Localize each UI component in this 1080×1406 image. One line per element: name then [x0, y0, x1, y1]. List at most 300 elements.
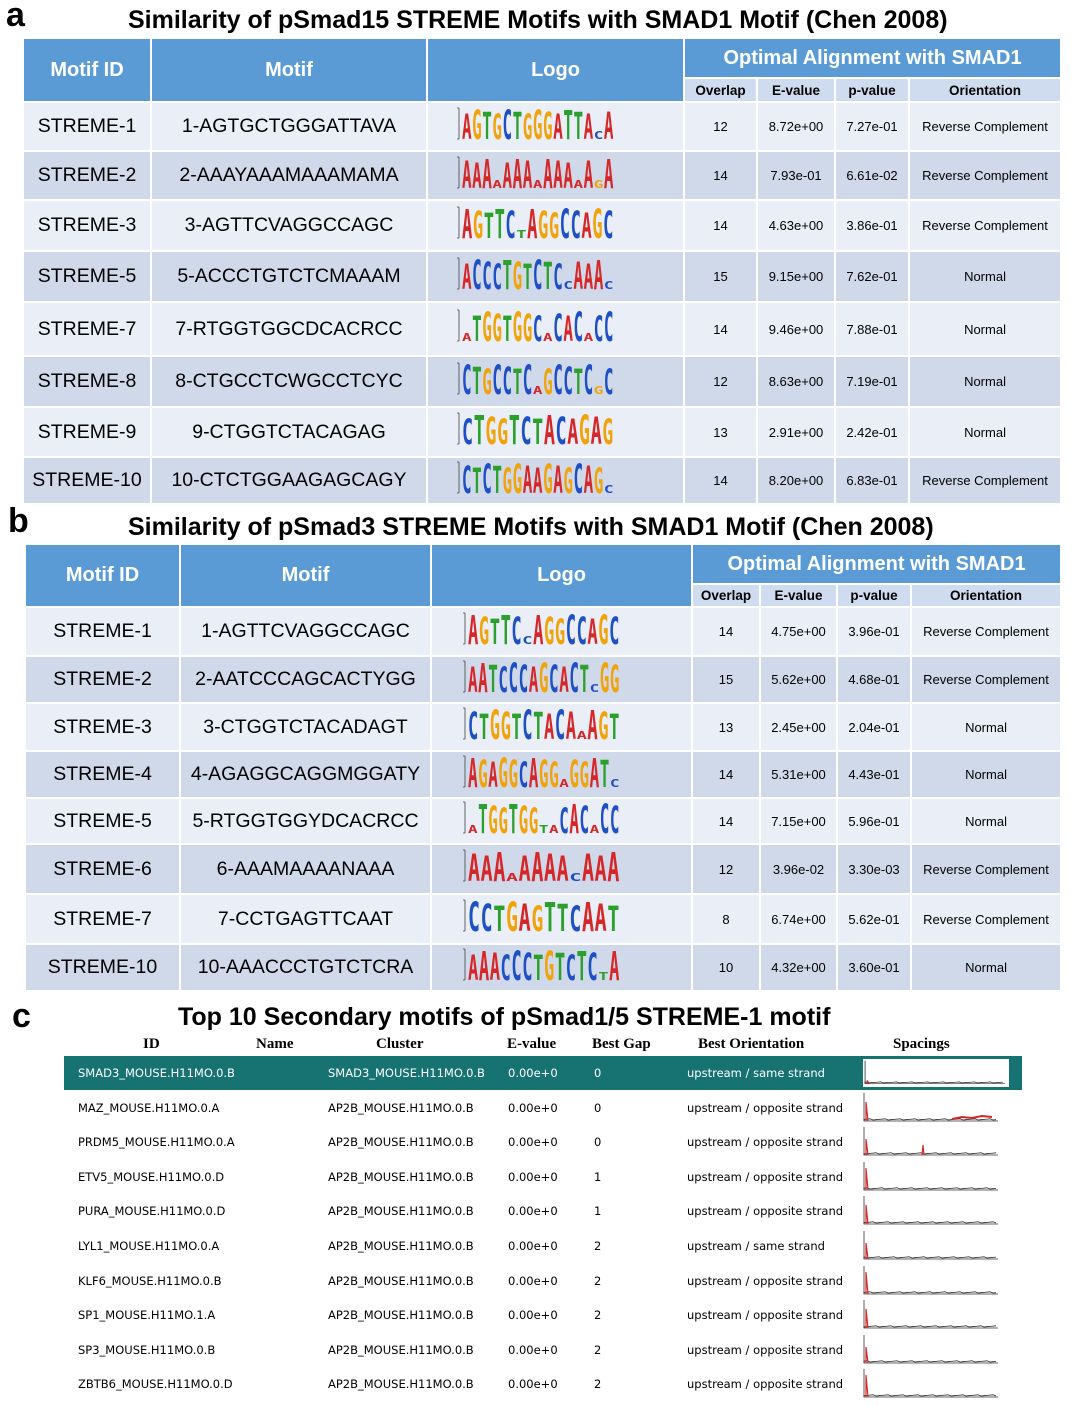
svg-text:T: T — [508, 411, 520, 447]
best-gap-cell: 2 — [594, 1308, 602, 1323]
svg-text:T: T — [608, 707, 619, 742]
evalue-cell: 5.62e+00 — [760, 656, 837, 703]
svg-text:C: C — [481, 459, 492, 496]
svg-text:C: C — [559, 204, 570, 241]
svg-text:G: G — [538, 753, 549, 790]
svg-text:A: A — [467, 610, 478, 647]
evalue-cell: 2.45e+00 — [760, 703, 837, 751]
svg-text:A: A — [572, 177, 583, 191]
svg-text:T: T — [578, 658, 589, 695]
orientation-cell: Normal — [909, 407, 1061, 457]
orientation-cell: Normal — [911, 798, 1061, 844]
best-gap-cell: 2 — [594, 1342, 602, 1357]
svg-text:G: G — [568, 753, 579, 790]
motif-cell: 5-ACCCTGTCTCMAAAM — [151, 251, 427, 302]
overlap-cell: 14 — [692, 798, 760, 844]
table-row[interactable] — [64, 1367, 1022, 1401]
motif-id-cell: STREME-5 — [23, 251, 151, 302]
svg-text:G: G — [554, 611, 565, 647]
spacings-sparkline — [863, 1059, 1009, 1087]
motif-id-cell: LYL1_MOUSE.H11MO.0.A — [78, 1239, 220, 1253]
table-row — [23, 151, 1061, 200]
svg-text:G: G — [543, 946, 554, 983]
sequence-logo-image — [462, 947, 662, 983]
logo-cell — [431, 894, 692, 944]
svg-text:A: A — [471, 155, 482, 191]
orientation-cell: Normal — [911, 703, 1061, 751]
pvalue-cell: 3.60e-01 — [837, 944, 911, 991]
evalue-cell: 8.72e+00 — [757, 102, 835, 151]
table-row[interactable] — [64, 1091, 1022, 1125]
svg-text:G: G — [538, 658, 549, 695]
evalue-cell: 0.00e+0 — [508, 1239, 558, 1253]
logo-cell — [431, 656, 692, 703]
svg-text:C: C — [480, 898, 493, 934]
svg-text:A: A — [532, 383, 543, 397]
overlap-cell: 14 — [684, 151, 757, 200]
table-row — [23, 457, 1061, 504]
best-orientation-cell: upstream / opposite strand — [687, 1342, 844, 1357]
svg-text:A: A — [583, 154, 593, 191]
motif-id-cell: MAZ_MOUSE.H11MO.0.A — [78, 1100, 220, 1115]
svg-text:T: T — [599, 753, 609, 790]
svg-text:C: C — [554, 706, 565, 742]
svg-text:G: G — [548, 754, 559, 790]
svg-text:C: C — [603, 482, 613, 496]
evalue-cell: 7.93e-01 — [757, 151, 835, 200]
table-row[interactable] — [64, 1229, 1022, 1263]
table-row[interactable] — [64, 1264, 1022, 1298]
cluster-cell: AP2B_MOUSE.H11MO.0.B — [328, 1308, 474, 1323]
logo-cell — [427, 407, 684, 457]
logo-cell — [431, 607, 692, 656]
table-row — [25, 894, 1061, 944]
svg-text:C: C — [572, 459, 583, 496]
logo-cell — [427, 151, 684, 200]
orientation-cell: Normal — [909, 251, 1061, 302]
svg-text:G: G — [487, 800, 498, 836]
sequence-logo-image — [462, 848, 662, 884]
motif-id-cell: STREME-4 — [25, 751, 180, 798]
motif-id-cell: KLF6_MOUSE.H11MO.0.B — [78, 1273, 222, 1288]
header-optimal-alignment: Optimal Alignment with SMAD1 — [692, 544, 1061, 584]
orientation-cell: Reverse Complement — [911, 894, 1061, 944]
svg-text:A: A — [542, 154, 553, 191]
panel-a-table — [22, 37, 1062, 505]
svg-text:A: A — [552, 106, 563, 142]
table-row — [23, 407, 1061, 457]
svg-text:A: A — [461, 106, 472, 142]
motif-cell: 2-AATCCCAGCACTYGG — [180, 656, 431, 703]
best-orientation-cell: upstream / opposite strand — [687, 1100, 844, 1115]
svg-text:A: A — [480, 849, 493, 884]
svg-text:T: T — [572, 361, 583, 397]
table-row — [25, 656, 1061, 703]
overlap-cell: 14 — [684, 200, 757, 251]
best-gap-cell: 0 — [594, 1135, 602, 1150]
svg-text:A: A — [512, 154, 522, 191]
evalue-cell: 0.00e+0 — [508, 1135, 558, 1150]
svg-text:G: G — [597, 706, 609, 742]
svg-text:G: G — [593, 460, 603, 496]
svg-text:A: A — [532, 460, 543, 496]
cluster-cell: AP2B_MOUSE.H11MO.0.B — [328, 1239, 474, 1253]
svg-text:A: A — [581, 898, 594, 934]
cluster-cell: AP2B_MOUSE.H11MO.0.B — [328, 1342, 474, 1357]
svg-text:T: T — [492, 899, 505, 934]
overlap-cell: 14 — [692, 751, 760, 798]
sequence-logo-image — [456, 106, 656, 142]
svg-text:G: G — [512, 459, 522, 496]
panel-b-title: Similarity of pSmad3 STREME Motifs with SMAD1 Motif (Chen 2008) — [128, 513, 934, 541]
sequence-logo-image — [462, 898, 662, 934]
best-orientation-cell: upstream / opposite strand — [687, 1308, 844, 1323]
logo-cell — [427, 251, 684, 302]
svg-text:C: C — [518, 754, 528, 790]
svg-text:A: A — [487, 754, 498, 790]
pvalue-cell: 7.62e-01 — [835, 251, 909, 302]
svg-text:A: A — [594, 849, 607, 884]
svg-text:A: A — [583, 106, 593, 142]
svg-text:A: A — [583, 331, 594, 344]
svg-text:G: G — [472, 204, 483, 241]
motif-id-cell: SMAD3_MOUSE.H11MO.0.B — [78, 1066, 235, 1080]
svg-text:T: T — [481, 105, 492, 142]
motif-id-cell: STREME-1 — [23, 102, 151, 151]
svg-text:C: C — [608, 610, 619, 647]
svg-text:T: T — [489, 611, 500, 647]
svg-text:A: A — [583, 459, 593, 496]
svg-text:C: C — [481, 255, 492, 292]
svg-text:A: A — [478, 946, 489, 983]
svg-text:G: G — [548, 205, 559, 241]
best-gap-cell: 1 — [594, 1204, 602, 1219]
svg-text:A: A — [505, 871, 518, 884]
sequence-logo-image — [456, 256, 656, 292]
svg-text:C: C — [568, 658, 579, 695]
motif-id-cell: STREME-7 — [25, 894, 180, 944]
svg-text:A: A — [565, 706, 576, 742]
header-evalue: E-value — [757, 78, 835, 102]
cluster-cell: AP2B_MOUSE.H11MO.0.B — [328, 1204, 474, 1219]
svg-text:A: A — [489, 946, 500, 983]
overlap-cell: 12 — [684, 102, 757, 151]
svg-text:A: A — [552, 154, 563, 191]
svg-text:A: A — [608, 946, 619, 983]
pvalue-cell: 3.86e-01 — [835, 200, 909, 251]
svg-text:C: C — [576, 610, 587, 647]
logo-cell — [427, 102, 684, 151]
header-overlap: Overlap — [684, 78, 757, 102]
svg-text:G: G — [599, 658, 609, 695]
svg-text:T: T — [597, 969, 609, 983]
motif-cell: 6-AAAMAAAANAAA — [180, 844, 431, 894]
svg-text:G: G — [481, 308, 492, 344]
svg-text:C: C — [599, 800, 609, 836]
header-overlap: Overlap — [692, 584, 760, 607]
evalue-cell: 4.32e+00 — [760, 944, 837, 991]
svg-text:C: C — [603, 361, 613, 397]
svg-text:A: A — [461, 204, 472, 241]
svg-text:G: G — [609, 658, 619, 695]
svg-text:C: C — [532, 255, 543, 292]
logo-cell — [431, 844, 692, 894]
evalue-cell: 4.75e+00 — [760, 607, 837, 656]
motif-id-cell: STREME-8 — [23, 356, 151, 407]
svg-text:C: C — [572, 308, 583, 344]
header-evalue: E-value — [760, 584, 837, 607]
header-motif: Motif — [151, 38, 427, 102]
motif-id-cell: STREME-10 — [25, 944, 180, 991]
svg-text:C: C — [609, 776, 619, 790]
table-row[interactable] — [64, 1125, 1022, 1159]
best-orientation-cell: upstream / opposite strand — [687, 1204, 844, 1219]
svg-text:A: A — [586, 706, 598, 742]
header-orientation: Orientation — [909, 78, 1061, 102]
best-orientation-cell: upstream / opposite strand — [687, 1377, 844, 1392]
svg-text:A: A — [518, 849, 531, 884]
svg-text:G: G — [508, 753, 518, 790]
best-gap-cell: 0 — [594, 1066, 602, 1080]
svg-text:A: A — [467, 848, 480, 884]
svg-text:A: A — [594, 898, 607, 934]
table-row[interactable] — [64, 1333, 1022, 1367]
logo-cell — [431, 703, 692, 751]
svg-text:G: G — [597, 610, 609, 647]
svg-text:C: C — [568, 871, 581, 884]
table-row[interactable] — [64, 1298, 1022, 1332]
svg-text:C: C — [461, 459, 472, 496]
svg-text:A: A — [543, 848, 556, 884]
sequence-logo-image — [462, 800, 662, 836]
overlap-cell: 12 — [692, 844, 760, 894]
table-row — [23, 200, 1061, 251]
svg-text:G: G — [502, 460, 512, 496]
svg-text:C: C — [519, 411, 532, 447]
svg-text:C: C — [593, 309, 603, 344]
svg-text:A: A — [589, 823, 600, 836]
svg-text:G: G — [512, 255, 522, 292]
svg-text:G: G — [484, 411, 496, 447]
pvalue-cell: 4.68e-01 — [837, 656, 911, 703]
evalue-cell: 8.63e+00 — [757, 356, 835, 407]
motif-cell: 8-CTGCCTCWGCCTCYC — [151, 356, 427, 407]
orientation-cell: Normal — [909, 302, 1061, 356]
svg-text:A: A — [580, 205, 592, 241]
motif-id-cell: STREME-2 — [25, 656, 180, 703]
orientation-cell: Normal — [909, 356, 1061, 407]
motif-cell: 7-RTGGTGGCDCACRCC — [151, 302, 427, 356]
svg-text:T: T — [491, 459, 502, 496]
header-motif-id: Motif ID — [23, 38, 151, 102]
motif-id-cell: PRDM5_MOUSE.H11MO.0.A — [78, 1135, 235, 1150]
best-orientation-cell: upstream / opposite strand — [687, 1169, 844, 1184]
svg-text:C: C — [518, 658, 528, 695]
orientation-cell: Reverse Complement — [911, 607, 1061, 656]
table-row — [23, 251, 1061, 302]
svg-text:C: C — [552, 308, 563, 344]
svg-text:G: G — [471, 105, 482, 142]
svg-text:A: A — [467, 659, 478, 695]
svg-text:A: A — [603, 154, 613, 191]
pvalue-cell: 7.88e-01 — [835, 302, 909, 356]
svg-text:C: C — [570, 204, 581, 241]
svg-text:A: A — [562, 309, 573, 344]
svg-text:G: G — [542, 459, 553, 496]
svg-text:A: A — [589, 753, 599, 790]
svg-text:C: C — [497, 659, 508, 695]
motif-id-cell: STREME-10 — [23, 457, 151, 504]
pvalue-cell: 5.62e-01 — [837, 894, 911, 944]
svg-text:C: C — [467, 706, 478, 742]
orientation-cell: Reverse Complement — [911, 844, 1061, 894]
motif-cell: 1-AGTTCVAGGCCAGC — [180, 607, 431, 656]
svg-text:G: G — [497, 801, 508, 836]
header-orientation: Orientation — [911, 584, 1061, 607]
svg-text:C: C — [532, 309, 543, 344]
svg-text:G: G — [532, 105, 543, 142]
best-orientation-cell: upstream / same strand — [687, 1066, 825, 1080]
svg-text:C: C — [562, 278, 573, 292]
evalue-cell: 0.00e+0 — [508, 1308, 558, 1323]
svg-text:G: G — [562, 460, 573, 496]
panel-c-title: Top 10 Secondary motifs of pSmad1/5 STREME-1 motif — [178, 1003, 831, 1031]
table-row[interactable] — [64, 1056, 1022, 1090]
c-header-evalue: E-value — [507, 1036, 557, 1052]
orientation-cell: Reverse Complement — [911, 656, 1061, 703]
svg-text:G: G — [512, 308, 522, 344]
svg-text:C: C — [555, 411, 567, 447]
svg-text:T: T — [494, 204, 505, 241]
motif-id-cell: ETV5_MOUSE.H11MO.0.D — [78, 1169, 225, 1184]
motif-cell: 7-CCTGAGTTCAAT — [180, 894, 431, 944]
logo-cell — [427, 200, 684, 251]
table-row[interactable] — [64, 1194, 1022, 1228]
svg-text:A: A — [467, 823, 478, 836]
svg-text:A: A — [603, 105, 613, 142]
header-optimal-alignment: Optimal Alignment with SMAD1 — [684, 38, 1061, 78]
svg-text:C: C — [603, 278, 613, 292]
evalue-cell: 3.96e-02 — [760, 844, 837, 894]
svg-text:A: A — [586, 611, 598, 647]
svg-text:A: A — [590, 411, 602, 447]
sequence-logo-image — [456, 308, 656, 344]
orientation-cell: Normal — [911, 751, 1061, 798]
panel-a-letter: a — [6, 0, 25, 34]
svg-text:G: G — [489, 706, 500, 742]
motif-id-cell: STREME-5 — [25, 798, 180, 844]
pvalue-cell: 2.42e-01 — [835, 407, 909, 457]
table-row — [25, 607, 1061, 656]
svg-text:C: C — [521, 706, 533, 742]
spacings-sparkline — [862, 1091, 1002, 1125]
svg-text:G: G — [593, 383, 603, 397]
svg-text:C: C — [603, 308, 613, 344]
svg-text:A: A — [572, 255, 583, 292]
svg-text:C: C — [510, 946, 522, 983]
svg-text:A: A — [522, 459, 532, 496]
c-header-cluster: Cluster — [376, 1036, 424, 1052]
svg-text:C: C — [558, 801, 569, 836]
cluster-cell: AP2B_MOUSE.H11MO.0.B — [328, 1273, 474, 1288]
best-gap-cell: 0 — [594, 1100, 602, 1115]
svg-text:C: C — [471, 255, 482, 292]
svg-text:A: A — [528, 753, 538, 790]
motif-id-cell: STREME-3 — [25, 703, 180, 751]
svg-text:A: A — [526, 204, 537, 241]
svg-text:G: G — [478, 610, 489, 647]
header-logo: Logo — [427, 38, 684, 102]
table-row — [25, 751, 1061, 798]
svg-text:C: C — [565, 947, 576, 983]
sequence-logo-image — [462, 706, 662, 742]
svg-text:C: C — [508, 658, 518, 695]
svg-text:A: A — [606, 848, 619, 884]
svg-text:A: A — [558, 776, 569, 790]
svg-text:A: A — [461, 331, 472, 344]
svg-text:T: T — [522, 256, 532, 292]
pvalue-cell: 7.19e-01 — [835, 356, 909, 407]
svg-text:T: T — [508, 800, 518, 836]
svg-text:G: G — [542, 361, 553, 397]
motif-cell: 5-RTGGTGGYDCACRCC — [180, 798, 431, 844]
table-row — [25, 798, 1061, 844]
svg-text:C: C — [552, 360, 563, 397]
best-orientation-cell: upstream / opposite strand — [687, 1135, 844, 1150]
svg-text:A: A — [532, 610, 543, 647]
cluster-cell: AP2B_MOUSE.H11MO.0.B — [328, 1377, 474, 1392]
svg-text:T: T — [478, 707, 489, 742]
motif-id-cell: STREME-1 — [25, 607, 180, 656]
svg-text:G: G — [530, 899, 543, 934]
spacings-sparkline — [862, 1298, 1002, 1332]
header-logo: Logo — [431, 544, 692, 607]
panel-b-table — [24, 543, 1062, 992]
header-pvalue: p-value — [837, 584, 911, 607]
svg-text:C: C — [589, 681, 599, 695]
svg-text:A: A — [481, 154, 492, 191]
motif-id-cell: STREME-6 — [25, 844, 180, 894]
svg-text:T: T — [483, 205, 494, 241]
svg-text:G: G — [593, 177, 603, 191]
best-gap-cell: 2 — [594, 1377, 602, 1392]
svg-text:A: A — [467, 753, 478, 790]
svg-text:A: A — [581, 848, 594, 884]
best-orientation-cell: upstream / opposite strand — [687, 1273, 844, 1288]
table-row[interactable] — [64, 1160, 1022, 1194]
svg-text:G: G — [500, 706, 511, 742]
overlap-cell: 12 — [684, 356, 757, 407]
table-row — [25, 703, 1061, 751]
evalue-cell: 4.63e+00 — [757, 200, 835, 251]
cluster-cell: SMAD3_MOUSE.H11MO.0.B — [328, 1066, 485, 1080]
svg-text:T: T — [512, 361, 522, 397]
table-row — [25, 844, 1061, 894]
sequence-logo-image — [462, 659, 662, 695]
svg-text:C: C — [548, 658, 559, 695]
spacings-sparkline — [862, 1160, 1002, 1194]
svg-text:G: G — [518, 800, 528, 836]
svg-text:G: G — [601, 412, 613, 447]
spacings-sparkline — [862, 1367, 1002, 1401]
svg-text:A: A — [522, 154, 532, 191]
svg-text:A: A — [556, 849, 569, 884]
motif-cell: 2-AAAYAAAMAAAMAMA — [151, 151, 427, 200]
svg-text:C: C — [578, 800, 589, 836]
overlap-cell: 13 — [684, 407, 757, 457]
overlap-cell: 13 — [692, 703, 760, 751]
svg-text:A: A — [528, 659, 538, 695]
